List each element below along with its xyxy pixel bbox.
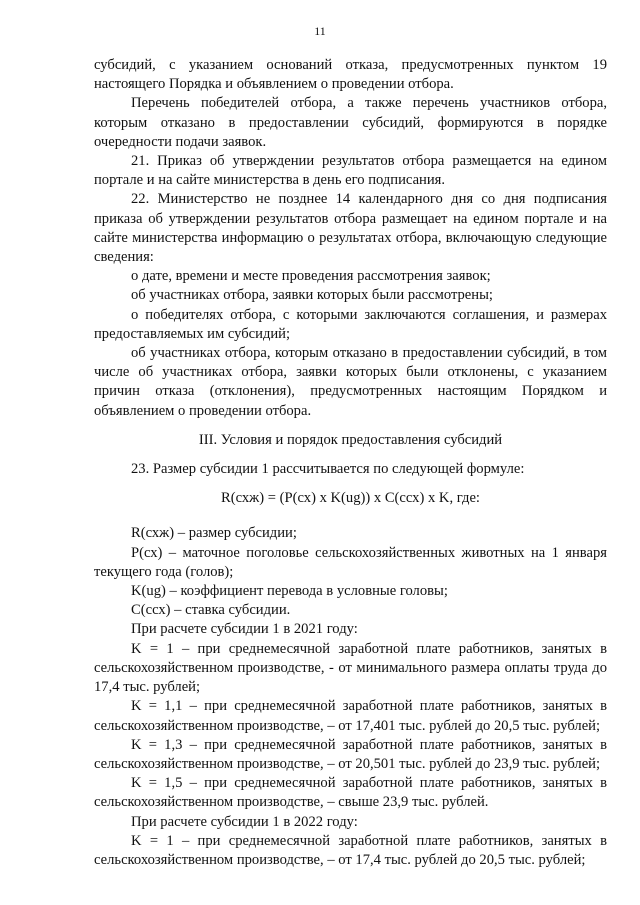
formula: R(схж) = (P(сх) х K(ug)) х C(ссх) х K, где: xyxy=(221,490,480,507)
coefficient-2022-1: K = 1 – при среднемесячной заработной плате работников, занятых в сельскохозяйственном производстве, – от 17,4 тыс. рублей до 20,5 тыс. рублей; xyxy=(94,832,607,868)
list-item-participants: об участниках отбора, заявки которых были рассмотрены; xyxy=(131,287,493,304)
coefficient-2021-3: K = 1,3 – при среднемесячной заработной плате работников, занятых в сельскохозяйственном производстве, – от 20,501 тыс. рублей до 23,9 тыс. рублей; xyxy=(94,736,607,772)
paragraph-23: 23. Размер субсидии 1 рассчитывается по следующей формуле: xyxy=(131,461,525,478)
list-item-winners: о победителях отбора, с которыми заключаются соглашения, и размерах предоставляемых им субсидий; xyxy=(94,306,607,342)
document-body xyxy=(94,56,607,870)
paragraph-21: 21. Приказ об утверждении результатов отбора размещается на едином портале и на сайте министерства в день его подписания. xyxy=(94,153,607,189)
definition-c: C(ссх) – ставка субсидии. xyxy=(131,602,291,619)
paragraph-winners-list: Перечень победителей отбора, а также перечень участников отбора, которым отказано в предоставлении субсидий, формируются в порядке очередности подачи заявок. xyxy=(94,95,607,150)
coefficient-2021-4: K = 1,5 – при среднемесячной заработной плате работников, занятых в сельскохозяйственном производстве, – свыше 23,9 тыс. рублей. xyxy=(94,775,607,811)
list-item-rejected: об участниках отбора, которым отказано в предоставлении субсидий, в том числе об участниках отбора, заявки которых были отклонены, с указанием причин отказа (отклонения), предусмотренных настоящим Порядком и объявлением о проведении отбора. xyxy=(94,345,607,419)
section-heading: III. Условия и порядок предоставления субсидий xyxy=(198,431,503,448)
list-item-date: о дате, времени и месте проведения рассмотрения заявок; xyxy=(131,268,491,285)
paragraph-22: 22. Министерство не позднее 14 календарного дня со дня подписания приказа об утверждении результатов отбора размещает на едином портале и на сайте министерства информацию о результатах отбора, включающую следующие сведения: xyxy=(94,191,607,266)
page-number: 11 xyxy=(314,24,326,38)
definition-k-ug: K(ug) – коэффициент перевода в условные головы; xyxy=(131,583,448,600)
coefficient-2021-1: K = 1 – при среднемесячной заработной плате работников, занятых в сельскохозяйственном производстве, - от минимального размера оплаты труда до 17,4 тыс. рублей; xyxy=(94,640,607,696)
paragraph-2022: При расчете субсидии 1 в 2022 году: xyxy=(131,813,358,830)
coefficient-2021-2: K = 1,1 – при среднемесячной заработной плате работников, занятых в сельскохозяйственном производстве, – от 17,401 тыс. рублей до 20,5 тыс. рублей; xyxy=(94,698,607,734)
definition-p: P(сх) – маточное поголовье сельскохозяйственных животных на 1 января текущего года (голов); xyxy=(94,544,607,580)
paragraph-continuation: субсидий, с указанием оснований отказа, предусмотренных пунктом 19 настоящего Порядка и объявлением о проведении отбора. xyxy=(94,57,607,93)
paragraph-2021: При расчете субсидии 1 в 2021 году: xyxy=(131,621,358,638)
definition-r: R(схж) – размер субсидии; xyxy=(131,525,297,542)
